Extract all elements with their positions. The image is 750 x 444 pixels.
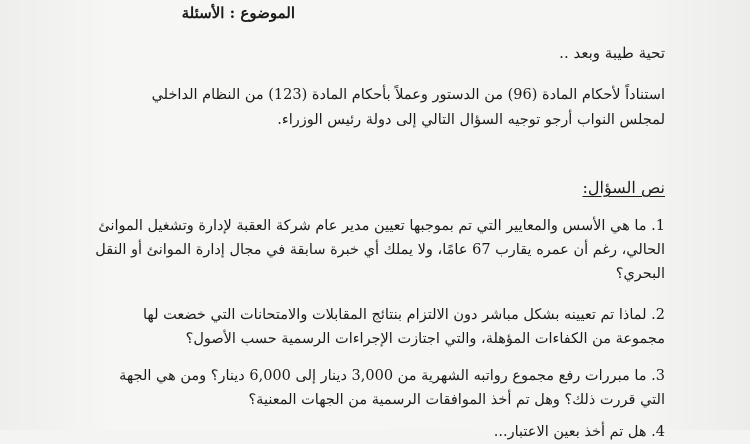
intro-paragraph: استناداً لأحكام المادة (96) من الدستور وعملاً بأحكام المادة (123) من النظام الداخلي لمجلس النواب أرجو توجيه السؤال التالي إلى دولة رئيس الوزراء.: [151, 87, 665, 128]
question-number: 2.: [651, 307, 665, 323]
question-text: هل تم أخذ بعين الاعتبار...: [493, 424, 647, 440]
question-text: لماذا تم تعيينه بشكل مباشر دون الالتزام بنتائج المقابلات والامتحانات التي خضعت لها مجموعة من الكفاءات المؤهلة، والتي اجتازت الإجراءات الرسمية حسب الأصول؟: [142, 307, 665, 347]
question-number: 4.: [651, 424, 665, 440]
greeting: تحية طيبة وبعد ..: [559, 44, 665, 62]
question-number: 3.: [651, 368, 665, 384]
question-item: [95, 364, 665, 412]
question-item: [95, 420, 665, 444]
question-number: 1.: [651, 218, 665, 234]
question-item: [95, 303, 665, 351]
questions-heading: نص السؤال:: [582, 178, 665, 197]
question-item: [95, 214, 665, 286]
question-text: ما مبررات رفع مجموع رواتبه الشهرية من 3,000 دينار إلى 6,000 دينار؟ ومن هي الجهة التي قررت ذلك؟ وهل تم أخذ الموافقات الرسمية من الجهات المعنية؟: [119, 368, 665, 408]
subject-line: الموضوع : الأسئلة: [181, 4, 295, 22]
question-text: ما هي الأسس والمعايير التي تم بموجبها تعيين مدير عام شركة العقبة لإدارة وتشغيل الموانئ الحالي، رغم أن عمره يقارب 67 عامًا، ولا يملك أي خبرة سابقة في مجال إدارة الموانئ أو النقل البحري؟: [95, 218, 665, 282]
